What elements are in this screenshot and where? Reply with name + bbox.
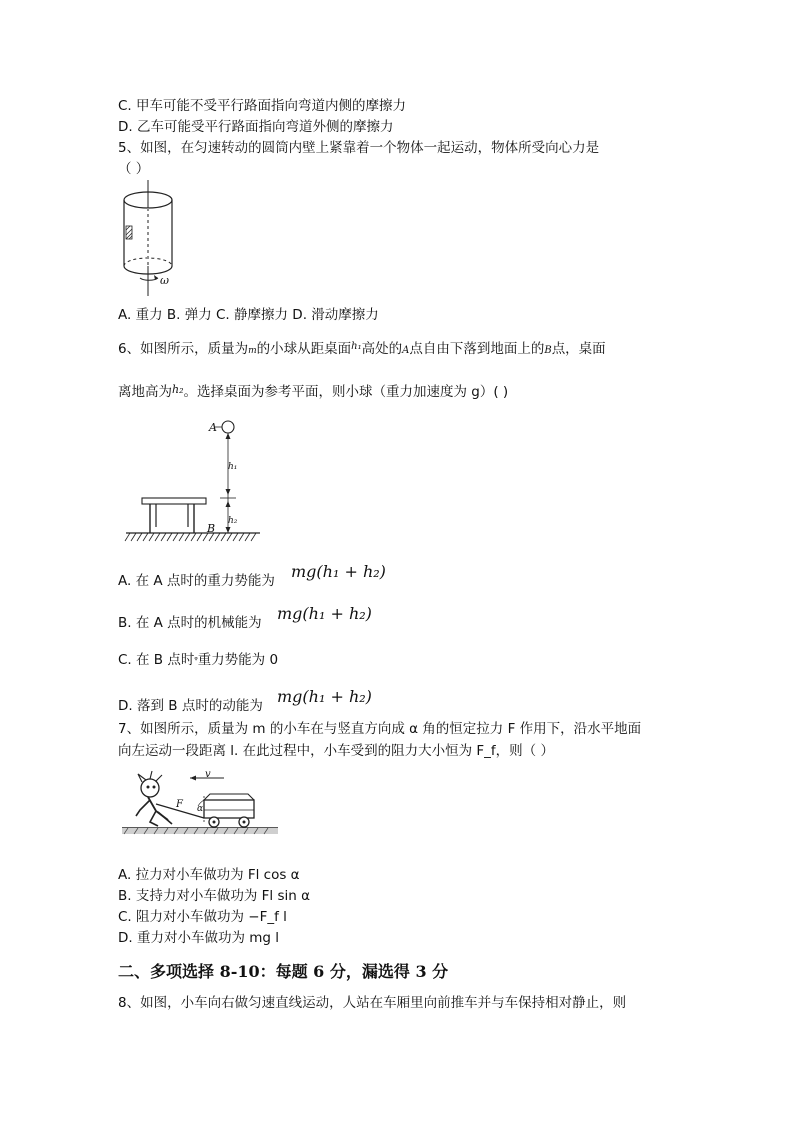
- q4-option-d: D. 乙车可能受平行路面指向弯道外侧的摩擦力: [118, 119, 394, 135]
- q8-stem-line1: 8、如图，小车向右做匀速直线运动，人站在车厢里向前推车并与车保持相对静止，则: [118, 995, 627, 1011]
- q6-option-b-formula: mg(h₁ + h₂): [277, 604, 372, 623]
- q6-table-figure: [120, 415, 270, 550]
- q6-option-d: D. 落到 B 点时的动能为: [118, 698, 263, 714]
- q7-fig-label-f: F: [176, 799, 183, 810]
- q6-fig-label-a: A: [209, 421, 217, 434]
- q6-fig-label-h1: h₁: [228, 462, 238, 472]
- q6-stem-line1: 6、如图所示，质量为m的小球从距桌面$^{h_1}$高处的A点自由下落到地面上的B点，桌面: [118, 341, 606, 357]
- q6-option-a: A. 在 A 点时的重力势能为: [118, 573, 275, 589]
- q7-option-a: A. 拉力对小车做功为 Fl cos α: [118, 867, 300, 883]
- q7-fig-label-alpha: α: [197, 804, 204, 814]
- q6-option-c: C. 在 B 点时ᵠ重力势能为 0: [118, 652, 279, 668]
- q4-option-c: C. 甲车可能不受平行路面指向弯道内侧的摩擦力: [118, 98, 407, 114]
- q5-omega-label: ω: [160, 274, 169, 287]
- q6-fig-label-b: B: [207, 522, 216, 535]
- q5-stem-line1: 5、如图，在匀速转动的圆筒内壁上紧靠着一个物体一起运动，物体所受向心力是: [118, 140, 600, 156]
- q7-option-b: B. 支持力对小车做功为 Fl sin α: [118, 888, 310, 904]
- q6-option-b: B. 在 A 点时的机械能为: [118, 615, 262, 631]
- q5-options: A. 重力 B. 弹力 C. 静摩擦力 D. 滑动摩擦力: [118, 307, 379, 323]
- q6-option-d-formula: mg(h₁ + h₂): [277, 687, 372, 706]
- q6-stem-line2: 离地高为$^{h_2}$。选择桌面为参考平面，则小球（重力加速度为 g）( ): [118, 383, 509, 400]
- q7-stem-line1: 7、如图所示，质量为 m 的小车在与竖直方向成 α 角的恒定拉力 F 作用下，沿水平地面: [118, 721, 642, 737]
- q7-stem-line2: 向左运动一段距离 l. 在此过程中，小车受到的阻力大小恒为 F_f，则（ ）: [118, 743, 554, 759]
- section-heading: 二、多项选择 8-10：每题 6 分，漏选得 3 分: [118, 962, 449, 981]
- q6-fig-label-h2: h₂: [228, 516, 238, 526]
- q6-option-c-mark-icon: ᵠ: [194, 655, 198, 664]
- q6-option-a-formula: mg(h₁ + h₂): [291, 562, 386, 581]
- q5-cylinder-figure: [118, 178, 178, 298]
- q5-stem-line2: （ ）: [118, 161, 150, 177]
- q7-option-d: D. 重力对小车做功为 mg l: [118, 930, 280, 946]
- q7-option-c: C. 阻力对小车做功为 −F_f l: [118, 909, 287, 925]
- q7-fig-label-v: v: [205, 769, 211, 780]
